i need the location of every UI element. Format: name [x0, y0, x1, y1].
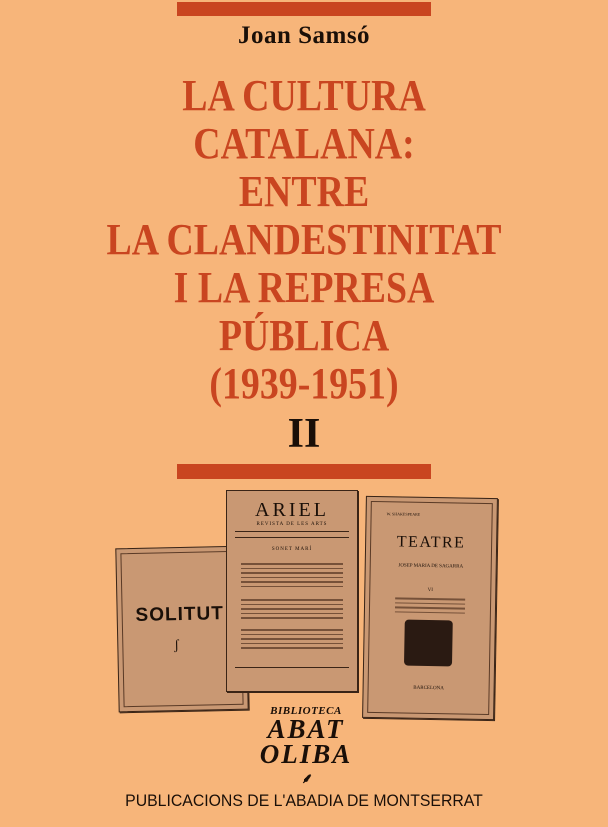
teatre-title: TEATRE	[396, 533, 466, 552]
title-line: I LA REPRESA	[173, 263, 435, 312]
ariel-magazine-image	[226, 490, 358, 692]
divider	[235, 667, 349, 668]
logo-line-biblioteca: BIBLIOTECA	[270, 705, 342, 717]
divider	[235, 531, 349, 532]
title-line: LA CLANDESTINITAT	[106, 215, 502, 264]
contents-lines	[395, 597, 465, 616]
ornament-icon: ʃ	[174, 638, 180, 654]
teatre-translator: JOSEP MARIA DE SAGARRA	[398, 563, 464, 570]
book-title	[43, 72, 566, 408]
volume-number: II	[287, 411, 321, 457]
author-name: Joan Samsó	[237, 22, 371, 49]
crozier-icon: ⸙	[300, 772, 312, 787]
logo-line-abat: ABAT	[267, 714, 345, 744]
middle-accent-bar	[177, 464, 431, 479]
solitut-title: SOLITUT	[135, 603, 225, 626]
poem-title: SONET MARÍ	[271, 547, 313, 552]
series-logo	[236, 705, 376, 788]
poem-text-lines	[241, 599, 343, 622]
title-line: PÚBLICA	[218, 311, 390, 360]
title-line: CATALANA:	[193, 119, 415, 168]
shakespeare-portrait-icon	[404, 620, 453, 667]
title-line: LA CULTURA	[182, 71, 426, 120]
teatre-author: W. SHAKESPEARE	[386, 511, 421, 517]
title-line: (1939-1951)	[209, 359, 399, 408]
ariel-subtitle: REVISTA DE LES ARTS	[256, 522, 328, 527]
teatre-book-image	[362, 496, 498, 720]
publisher-name: PUBLICACIONS DE L'ABADIA DE MONTSERRAT	[125, 791, 483, 810]
logo-line-oliba: OLIBA	[259, 739, 353, 769]
divider	[235, 537, 349, 538]
poem-text-lines	[241, 629, 343, 652]
top-accent-bar	[177, 2, 431, 16]
title-line: ENTRE	[238, 167, 370, 216]
teatre-city: BARCELONA	[413, 685, 444, 692]
poem-text-lines	[241, 563, 343, 590]
ariel-title: ARIEL	[255, 499, 329, 521]
teatre-volume: VI	[427, 587, 433, 594]
